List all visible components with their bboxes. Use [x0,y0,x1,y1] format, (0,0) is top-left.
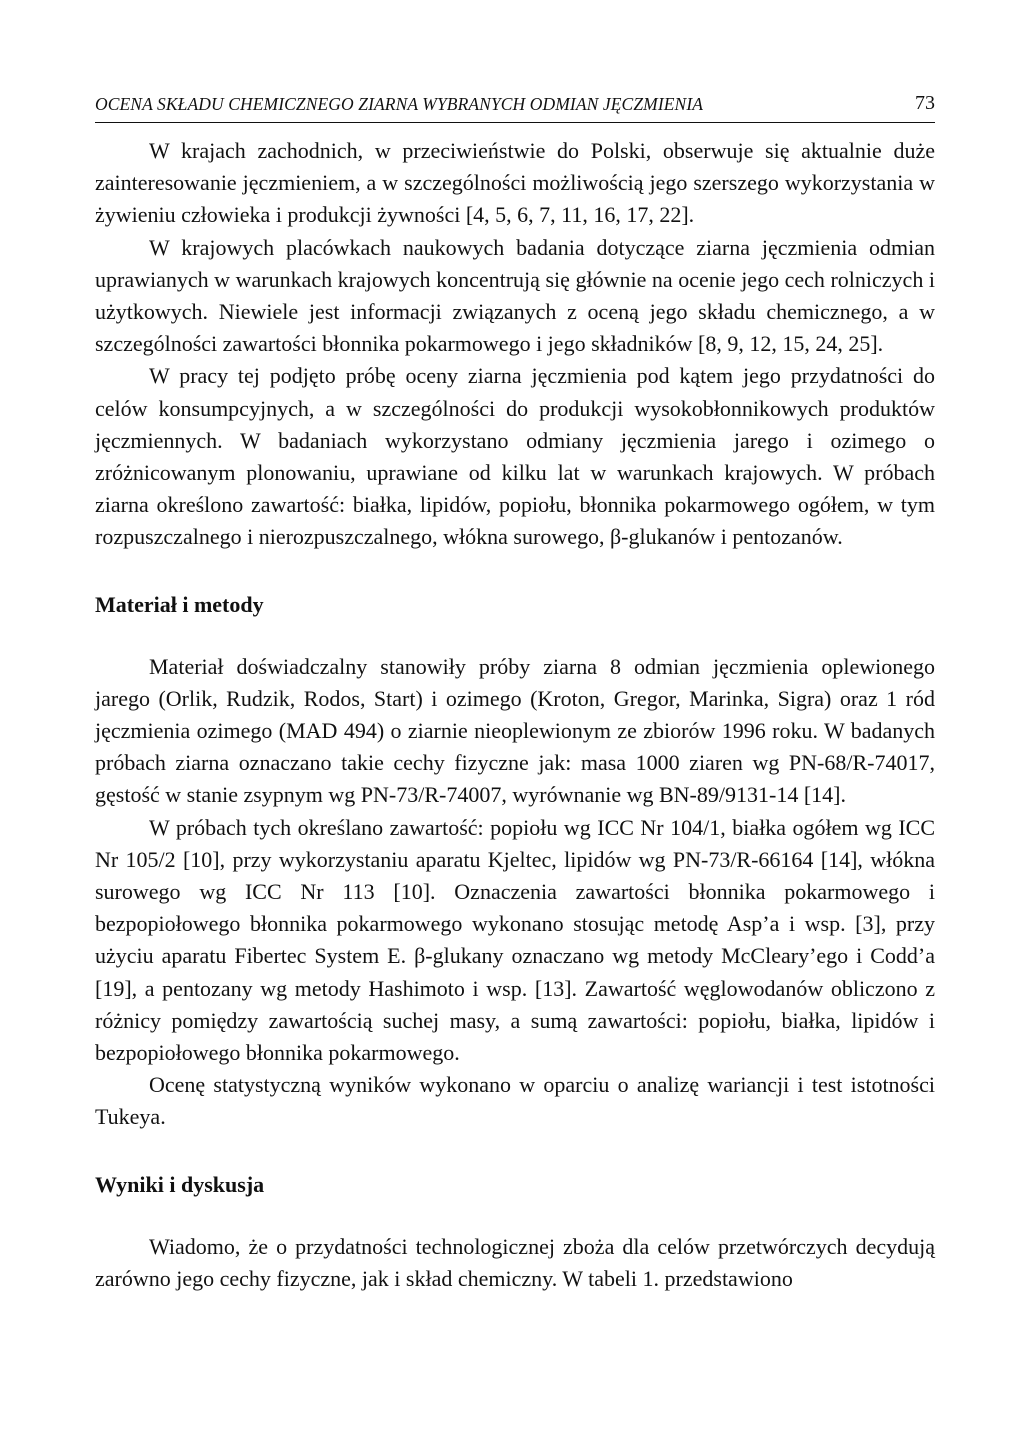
intro-paragraph: W pracy tej podjęto próbę oceny ziarna jęczmienia pod kątem jego przydatności do celów konsumpcyjnych, a w szczególności do produkcji wysokobłonnikowych produktów jęczmiennych. W badaniach wykorzystano odmiany jęczmienia jarego i ozimego o zróżnicowanym plonowaniu, uprawiane od kilku lat w warunkach krajowych. W próbach ziarna określono zawartość: białka, lipidów, popiołu, błonnika pokarmowego ogółem, w tym rozpuszczalnego i nierozpuszczalnego, włókna surowego, β-glukanów i pentozanów. [95,363,935,550]
section-heading-methods: Materiał i metody [95,591,264,617]
running-title: OCENA SKŁADU CHEMICZNEGO ZIARNA WYBRANYCH ODMIAN JĘCZMIENIA [95,94,704,114]
main-content [95,135,935,1295]
intro-paragraph: W krajach zachodnich, w przeciwieństwie do Polski, obserwuje się aktualnie duże zainteresowanie jęczmieniem, a w szczególności możliwością jego szerszego wykorzystania w żywieniu człowieka i produkcji żywności [4, 5, 6, 7, 11, 16, 17, 22]. [95,138,935,228]
intro-paragraph: W krajowych placówkach naukowych badania dotyczące ziarna jęczmienia odmian uprawianych w warunkach krajowych koncentrują się głównie na ocenie jego cech rolniczych i użytkowych. Niewiele jest informacji związanych z oceną jego składu chemicznego, a w szczególności zawartości błonnika pokarmowego i jego składników [8, 9, 12, 15, 24, 25]. [95,234,935,357]
methods-paragraph: W próbach tych określano zawartość: popiołu wg ICC Nr 104/1, białka ogółem wg ICC Nr 105/2 [10], przy wykorzystaniu aparatu Kjeltec, lipidów wg PN-73/R-66164 [14], włókna surowego wg ICC Nr 113 [10]. Oznaczenia zawartości błonnika pokarmowego i bezpopiołowego błonnika pokarmowego wykonano stosując metodę Asp’a i wsp. [3], przy użyciu aparatu Fibertec System E. β-glukany oznaczano wg metody McCleary’ego i Codd’a [19], a pentozany wg metody Hashimoto i wsp. [13]. Zawartość węglowodanów obliczono z różnicy pomiędzy zawartością suchej masy, a sumą zawartości: popiołu, białka, lipidów i bezpopiołowego błonnika pokarmowego. [95,814,935,1066]
methods-paragraph: Ocenę statystyczną wyników wykonano w oparciu o analizę wariancji i test istotności Tukeya. [95,1072,935,1130]
page-number: 73 [915,92,935,114]
results-paragraph: Wiadomo, że o przydatności technologicznej zboża dla celów przetwórczych decydują zarówno jego cechy fizyczne, jak i skład chemiczny. W tabeli 1. przedstawiono [95,1233,935,1291]
methods-paragraph: Materiał doświadczalny stanowiły próby ziarna 8 odmian jęczmienia oplewionego jarego (Orlik, Rudzik, Rodos, Start) i ozimego (Kroton, Gregor, Marinka, Sigra) oraz 1 ród jęczmienia ozimego (MAD 494) o ziarnie nieoplewionym ze zbiorów 1996 roku. W badanych próbach ziarna oznaczano takie cechy fizyczne jak: masa 1000 ziaren wg PN-68/R-74017, gęstość w stanie zsypnym wg PN-73/R-74007, wyrównanie wg BN-89/9131-14 [14]. [95,653,935,808]
section-heading-results: Wyniki i dyskusja [95,1171,265,1197]
running-header [95,88,935,123]
